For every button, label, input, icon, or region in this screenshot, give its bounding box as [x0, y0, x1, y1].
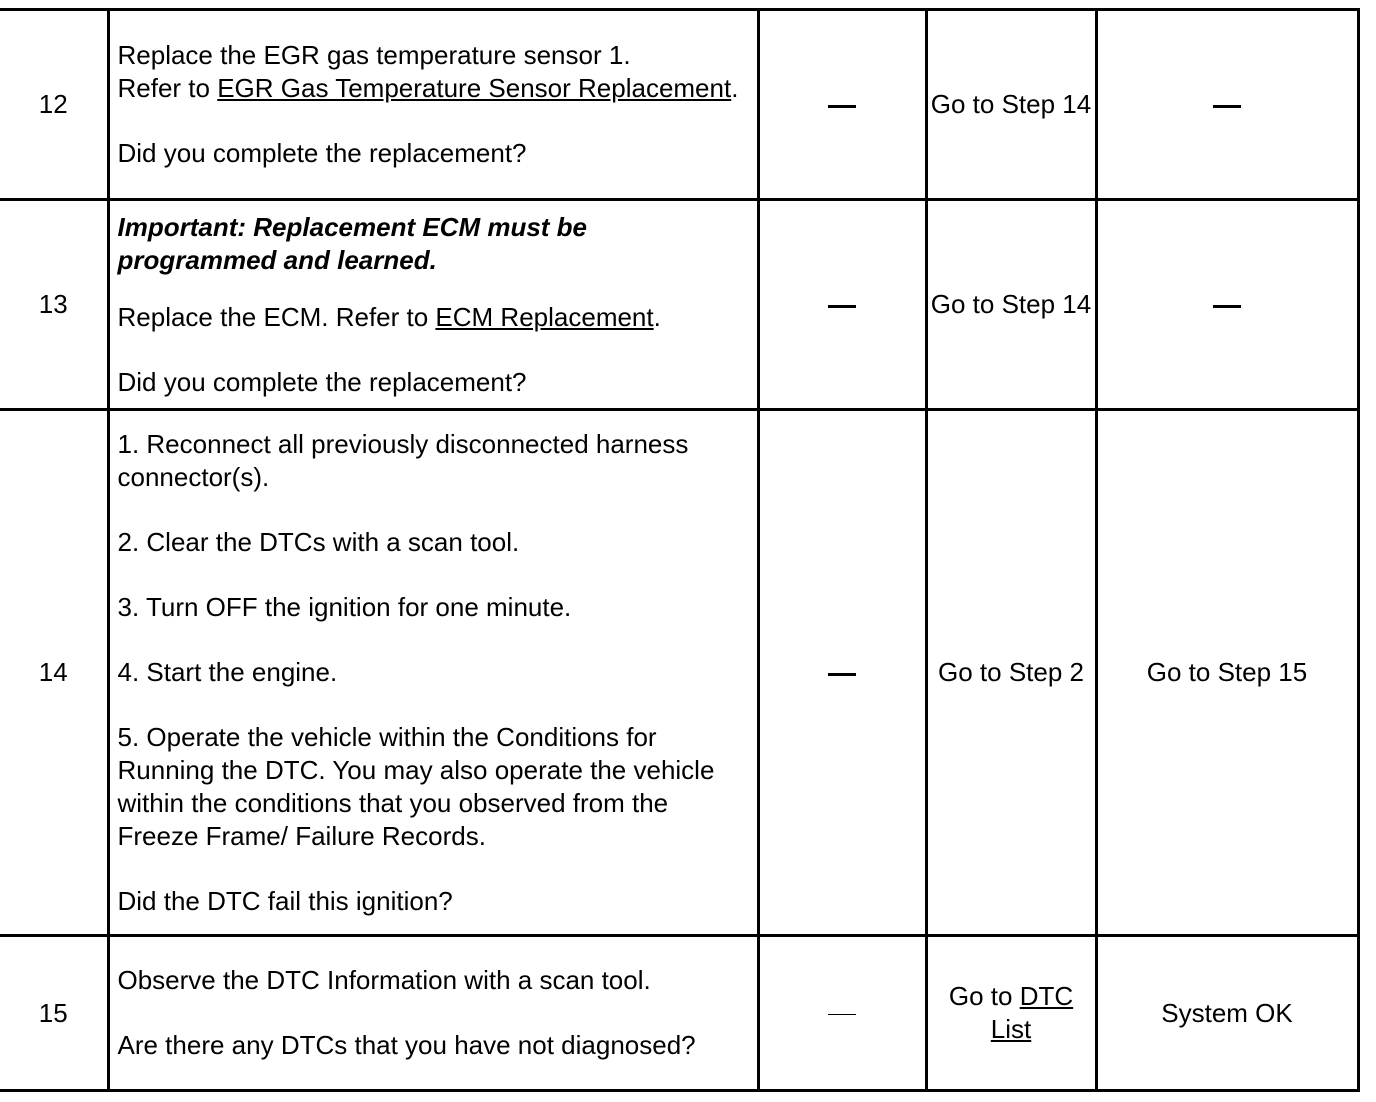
action-question: Did the DTC fail this ignition?	[117, 885, 453, 916]
diagnostic-table	[0, 8, 1360, 1092]
value-cell	[758, 10, 926, 200]
table-row-step-12	[0, 10, 1358, 200]
no-cell: Go to Step 15	[1096, 410, 1358, 936]
action-line: Replace the ECM. Refer to	[117, 301, 436, 332]
step-number: 13	[0, 200, 108, 410]
no-cell	[1096, 10, 1358, 200]
action-cell	[108, 200, 758, 410]
action-text	[118, 301, 749, 334]
action-cell	[108, 410, 758, 936]
action-cell	[108, 10, 758, 200]
value-dash	[828, 305, 856, 308]
action-item: 1. Reconnect all previously disconnected harness connector(s).	[117, 428, 689, 492]
refer-suffix: .	[653, 301, 661, 332]
table-row-step-13	[0, 200, 1358, 410]
important-note: Important: Replacement ECM must be programmed and learned.	[117, 211, 588, 275]
value-cell	[758, 936, 926, 1091]
action-text	[118, 39, 749, 105]
action-cell	[108, 936, 758, 1091]
value-dash	[828, 1014, 856, 1016]
value-dash	[828, 105, 856, 108]
no-dash	[1213, 305, 1241, 308]
step-number: 14	[0, 410, 108, 936]
yes-cell: Go to Step 14	[926, 200, 1096, 410]
ecm-replacement-link[interactable]: ECM Replacement	[435, 301, 654, 332]
refer-suffix: .	[731, 73, 739, 103]
yes-cell: Go to Step 2	[926, 410, 1096, 936]
action-text: Observe the DTC Information with a scan tool.	[117, 965, 651, 995]
table-row-step-15	[0, 936, 1358, 1091]
yes-prefix: Go to	[948, 981, 1020, 1011]
action-question: Did you complete the replacement?	[117, 138, 527, 168]
action-item: 2. Clear the DTCs with a scan tool.	[117, 526, 520, 557]
refer-prefix: Refer to	[117, 73, 218, 103]
value-cell	[758, 200, 926, 410]
no-dash	[1213, 105, 1241, 108]
value-dash	[828, 673, 856, 676]
value-cell	[758, 410, 926, 936]
action-item: 3. Turn OFF the ignition for one minute.	[117, 591, 572, 622]
action-question: Are there any DTCs that you have not diagnosed?	[117, 1030, 696, 1060]
yes-cell: Go to Step 14	[926, 10, 1096, 200]
egr-sensor-replacement-link[interactable]: EGR Gas Temperature Sensor Replacement	[217, 73, 732, 103]
action-line: Replace the EGR gas temperature sensor 1.	[117, 40, 631, 70]
action-question: Did you complete the replacement?	[117, 366, 527, 397]
no-cell: System OK	[1096, 936, 1358, 1091]
action-item: 5. Operate the vehicle within the Conditions for Running the DTC. You may also operate the vehicle within the conditions that you observed from the Freeze Frame/ Failure Records.	[117, 721, 715, 851]
yes-cell	[926, 936, 1096, 1091]
table-row-step-14	[0, 410, 1358, 936]
dtc-list-link[interactable]: DTC List	[990, 981, 1074, 1044]
action-item: 4. Start the engine.	[117, 656, 338, 687]
step-number: 12	[0, 10, 108, 200]
no-cell	[1096, 200, 1358, 410]
step-number: 15	[0, 936, 108, 1091]
